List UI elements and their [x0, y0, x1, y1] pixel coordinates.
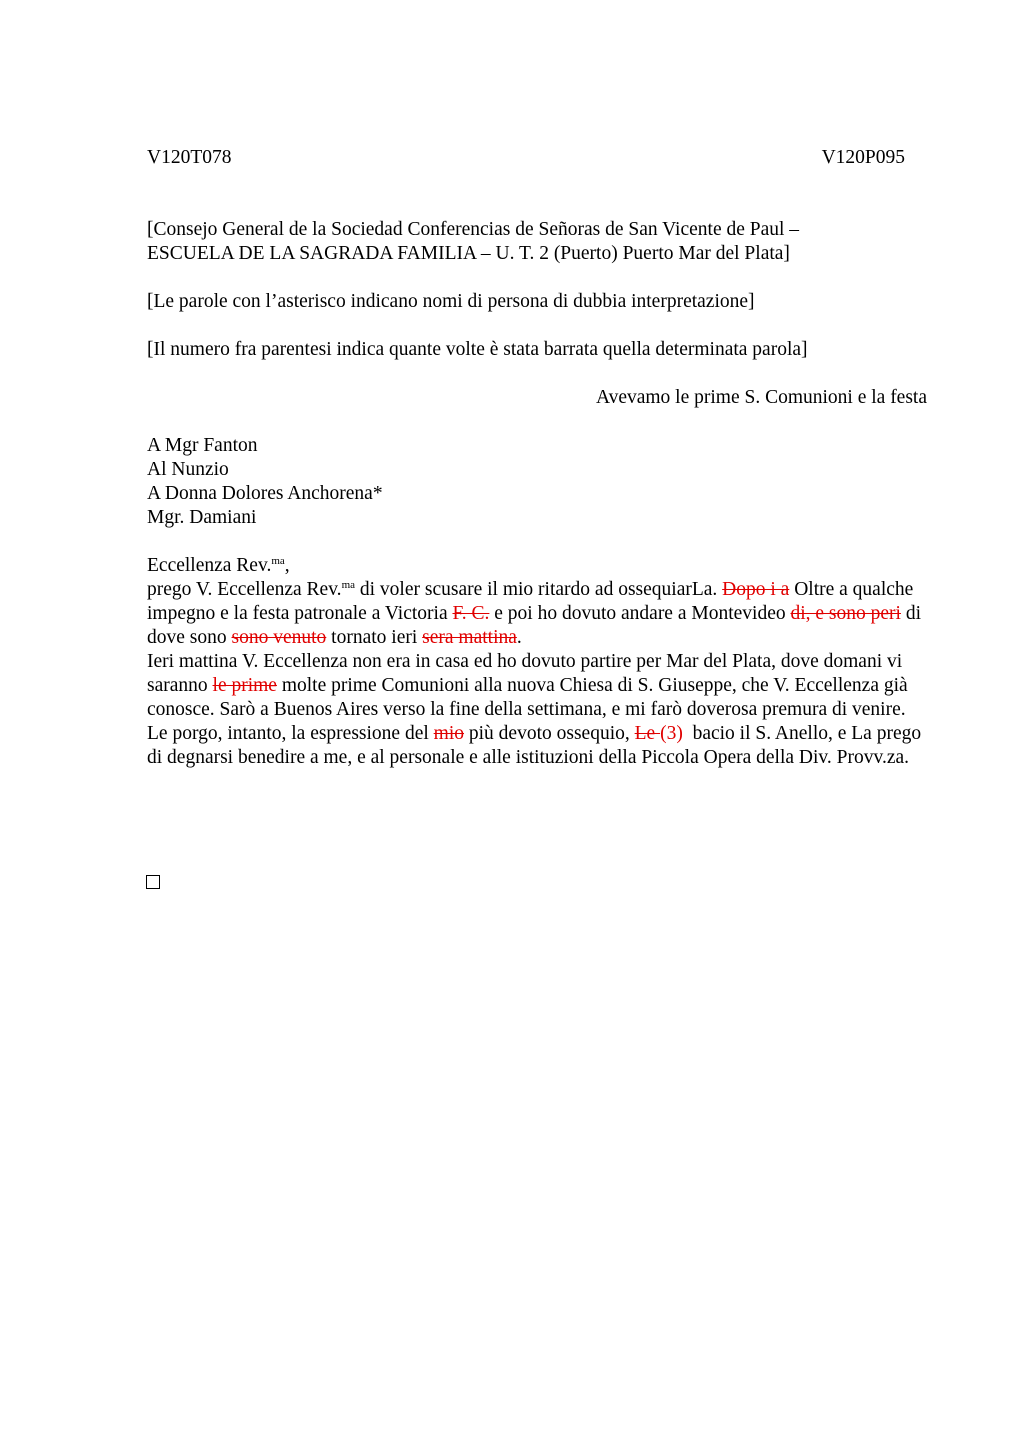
recipient-list: [147, 434, 927, 530]
recipient: A Donna Dolores Anchorena*: [147, 483, 383, 504]
side-sentence: Avevamo le prime S. Comunioni e la festa: [595, 387, 927, 408]
salutation-end: ,: [284, 555, 290, 576]
recipient: A Mgr Fanton: [147, 435, 258, 456]
document-page: [147, 146, 927, 770]
text-run: di voler scusare il mio ritardo ad ossequiarLa.: [355, 579, 723, 600]
text-run: Le porgo, intanto, la espressione del: [147, 723, 434, 744]
text-run: molte prime Comunioni alla nuova Chiesa di S. Giuseppe, che V. Eccellenza già conosce. Sarò a Buenos Aires verso la fine della settimana, e mi farò doverosa premura di venire.: [147, 675, 908, 720]
text-run: prego V. Eccellenza Rev.: [147, 579, 342, 600]
left-code: V120T078: [147, 147, 232, 168]
source-note: [147, 218, 927, 266]
struck-text: sera mattina: [422, 627, 517, 648]
letter-paragraph-2: [147, 650, 927, 722]
right-code: V120P095: [821, 147, 905, 168]
document-codes: [147, 146, 905, 170]
number-note: [Il numero fra parentesi indica quante volte è stata barrata quella determinata parola]: [147, 339, 808, 360]
text-run: Oltre a qualche impegno e la festa patronale a Victoria: [147, 579, 914, 624]
checkbox-square-icon: [146, 875, 160, 889]
source-line-2: ESCUELA DE LA SAGRADA FAMILIA – U. T. 2 (Puerto) Puerto Mar del Plata]: [147, 243, 790, 264]
struck-text: F. C.: [452, 603, 490, 624]
salutation-sup: ma: [271, 555, 285, 567]
struck-text: sono venuto: [231, 627, 327, 648]
strike-count: (3): [660, 723, 683, 744]
source-line-1: [Consejo General de la Sociedad Conferencias de Señoras de San Vicente de Paul –: [147, 219, 800, 240]
struck-text: mio: [433, 723, 464, 744]
recipient: Mgr. Damiani: [147, 507, 257, 528]
struck-text: di, e sono peri: [790, 603, 901, 624]
struck-text: Le: [634, 723, 661, 744]
text-run: e poi ho dovuto andare a Montevideo: [489, 603, 791, 624]
text-run: tornato ieri: [326, 627, 423, 648]
superscript: ma: [341, 579, 356, 591]
text-run: bacio il S. Anello, e La prego di degnarsi benedire a me, e al personale e alle istituzioni della Piccola Opera della Div. Provv.za.: [147, 723, 926, 768]
text-run: di dove sono: [147, 603, 922, 648]
letter-paragraph-1: [147, 578, 927, 650]
asterisk-note: [Le parole con l’asterisco indicano nomi di persona di dubbia interpretazione]: [147, 291, 755, 312]
text-run: .: [516, 627, 522, 648]
struck-text: Dopo i a: [722, 579, 790, 600]
salutation: [147, 554, 927, 578]
struck-text: le prime: [212, 675, 277, 696]
recipient: Al Nunzio: [147, 459, 229, 480]
text-run: Ieri mattina V. Eccellenza non era in casa ed ho dovuto partire per Mar del Plata, dove domani vi saranno: [147, 651, 903, 696]
salutation-text: Eccellenza Rev.: [147, 555, 272, 576]
letter-paragraph-3: [147, 722, 927, 770]
text-run: più devoto ossequio,: [464, 723, 635, 744]
